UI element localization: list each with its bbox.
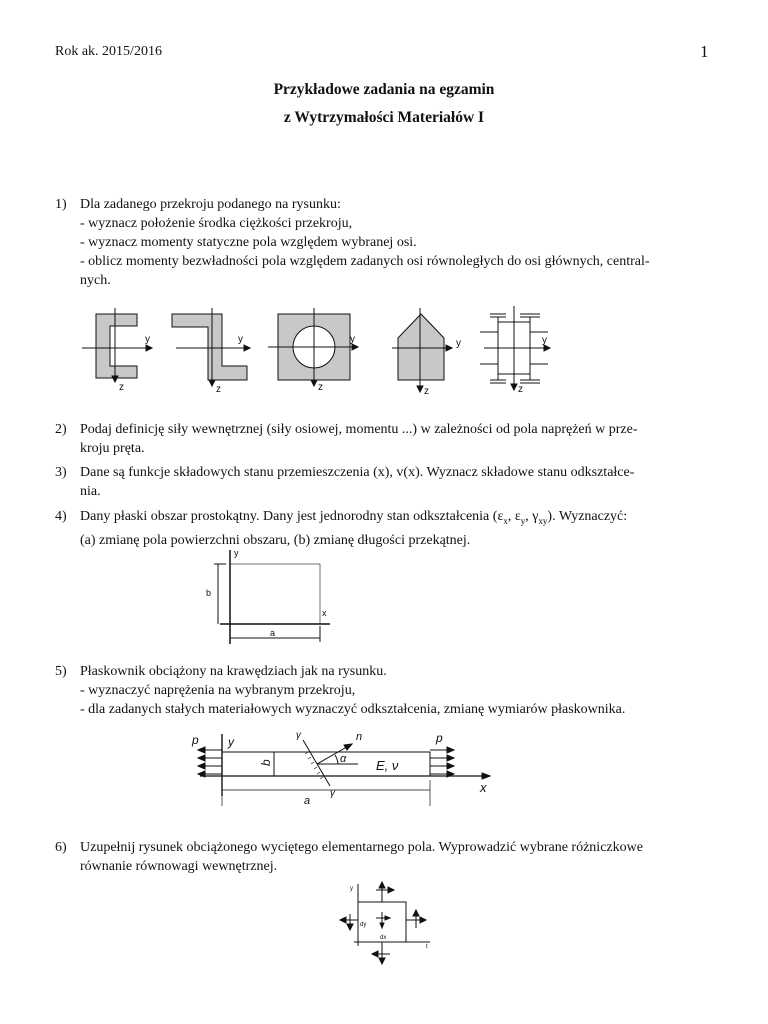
axis-z-label: z bbox=[518, 384, 523, 395]
task-line: - wyznaczyć naprężenia na wybranym przekroju, bbox=[80, 683, 356, 698]
angle-alpha-label: α bbox=[340, 753, 347, 765]
z-section-shape bbox=[172, 314, 247, 380]
axis-y-label: y bbox=[145, 334, 150, 345]
task-line: kroju pręta. bbox=[80, 441, 145, 456]
axis-z-label: z bbox=[318, 382, 323, 393]
task-number: 4) bbox=[55, 509, 67, 524]
page-title-line2: z Wytrzymałości Materiałów I bbox=[283, 109, 485, 126]
dimension-a-label: a bbox=[270, 628, 276, 638]
academic-year: Rok ak. 2015/2016 bbox=[55, 44, 162, 59]
task-line: Dane są funkcje składowych stanu przemieszczenia (x), v(x). Wyznacz składowe stanu odkształce- bbox=[80, 465, 635, 480]
task-line: nych. bbox=[80, 273, 111, 288]
task-number: 6) bbox=[55, 840, 67, 855]
dimension-b-label: b bbox=[206, 588, 212, 598]
axis-y-label: y bbox=[228, 735, 234, 749]
task-line: Uzupełnij rysunek obciążonego wyciętego elementarnego pola. Wyprowadzić wybrane różniczkowe bbox=[80, 840, 643, 855]
epsilon-symbol: ε bbox=[497, 509, 504, 524]
gamma-top-label: γ bbox=[296, 730, 301, 741]
rectangle-strain-figure bbox=[200, 548, 340, 648]
elementary-field-figure bbox=[330, 878, 440, 968]
dx-label: dx bbox=[380, 935, 387, 941]
task-line: Dla zadanego przekroju podanego na rysunku: bbox=[80, 197, 341, 212]
dimension-b-label: b bbox=[259, 759, 273, 766]
normal-n-label: n bbox=[356, 731, 363, 743]
gamma-symbol: γ bbox=[532, 509, 539, 524]
subscript: y bbox=[520, 515, 526, 526]
page-number: 1 bbox=[700, 42, 709, 61]
task-number: 5) bbox=[55, 664, 67, 679]
task-line: Dany płaski obszar prostokątny. Dany jest jednorodny stan odkształcenia ( bbox=[80, 509, 498, 524]
axis-y-label: y bbox=[456, 338, 461, 349]
axis-z-label: z bbox=[216, 384, 221, 395]
task-number: 1) bbox=[55, 197, 67, 212]
subscript: x bbox=[503, 515, 508, 526]
task-1 bbox=[55, 195, 715, 290]
subscript: xy bbox=[538, 515, 548, 526]
task-4: 4) Dany płaski obszar prostokątny. Dany jest jednorodny stan odkształcenia ($\varepsilon_x$, $\varepsilon_y$, $\gamma_{xy}$). Wyznaczyć: (a) zmianę pola powierzchni obszaru, (b) zmianę długości przekątnej. bbox=[55, 507, 715, 550]
axis-y-label: y bbox=[234, 548, 239, 558]
channel-section-shape bbox=[96, 314, 137, 378]
axis-z-label: z bbox=[119, 382, 124, 393]
axis-y-label: y bbox=[542, 335, 547, 346]
dimension-a-label: a bbox=[304, 795, 311, 807]
task-line: - dla zadanych stałych materiałowych wyznaczyć odkształcenia, zmianę wymiarów płaskownika. bbox=[80, 702, 626, 717]
plate-load-figure bbox=[180, 726, 510, 812]
cross-sections-figure bbox=[0, 300, 768, 400]
task-line: - wyznacz momenty statyczne pola względem wybranej osi. bbox=[80, 235, 417, 250]
axis-x-label: x bbox=[322, 608, 327, 618]
load-p-right-label: p bbox=[436, 731, 443, 745]
epsilon-symbol: ε bbox=[514, 509, 521, 524]
task-line: Płaskownik obciążony na krawędziach jak na rysunku. bbox=[80, 664, 387, 679]
task-5 bbox=[55, 662, 715, 719]
task-6 bbox=[55, 838, 715, 876]
task-line: (a) zmianę pola powierzchni obszaru, (b) zmianę długości przekątnej. bbox=[80, 532, 471, 548]
material-constants-label: E, ν bbox=[376, 758, 399, 773]
axis-y-label: y bbox=[350, 334, 355, 345]
task-3 bbox=[55, 463, 715, 501]
axis-x-label: t bbox=[426, 944, 428, 950]
pentagon-section-shape bbox=[398, 314, 444, 380]
page-title-line1: Przykładowe zadania na egzamin bbox=[273, 81, 495, 98]
task-line: nia. bbox=[80, 484, 101, 499]
gamma-bottom-label: γ bbox=[330, 788, 335, 799]
dy-label: dy bbox=[360, 922, 367, 928]
task-number: 3) bbox=[55, 465, 67, 480]
task-line: równanie równowagi wewnętrznej. bbox=[80, 859, 278, 874]
task-line: - oblicz momenty bezwładności pola względem zadanych osi równoległych do osi głównych, central- bbox=[80, 254, 650, 269]
task-line: - wyznacz położenie środka ciężkości przekroju, bbox=[80, 216, 353, 231]
axis-z-label: z bbox=[424, 386, 429, 397]
task-number: 2) bbox=[55, 422, 67, 437]
axis-y-label: y bbox=[350, 886, 353, 892]
axis-x-label: x bbox=[480, 780, 487, 795]
load-p-left-label: p bbox=[192, 733, 199, 747]
axis-y-label: y bbox=[238, 334, 243, 345]
task-line-end: ). Wyznaczyć: bbox=[547, 509, 628, 524]
task-2 bbox=[55, 420, 715, 458]
task-line: Podaj definicję siły wewnętrznej (siły osiowej, momentu ...) w zależności od pola naprężeń w prze- bbox=[80, 422, 638, 437]
